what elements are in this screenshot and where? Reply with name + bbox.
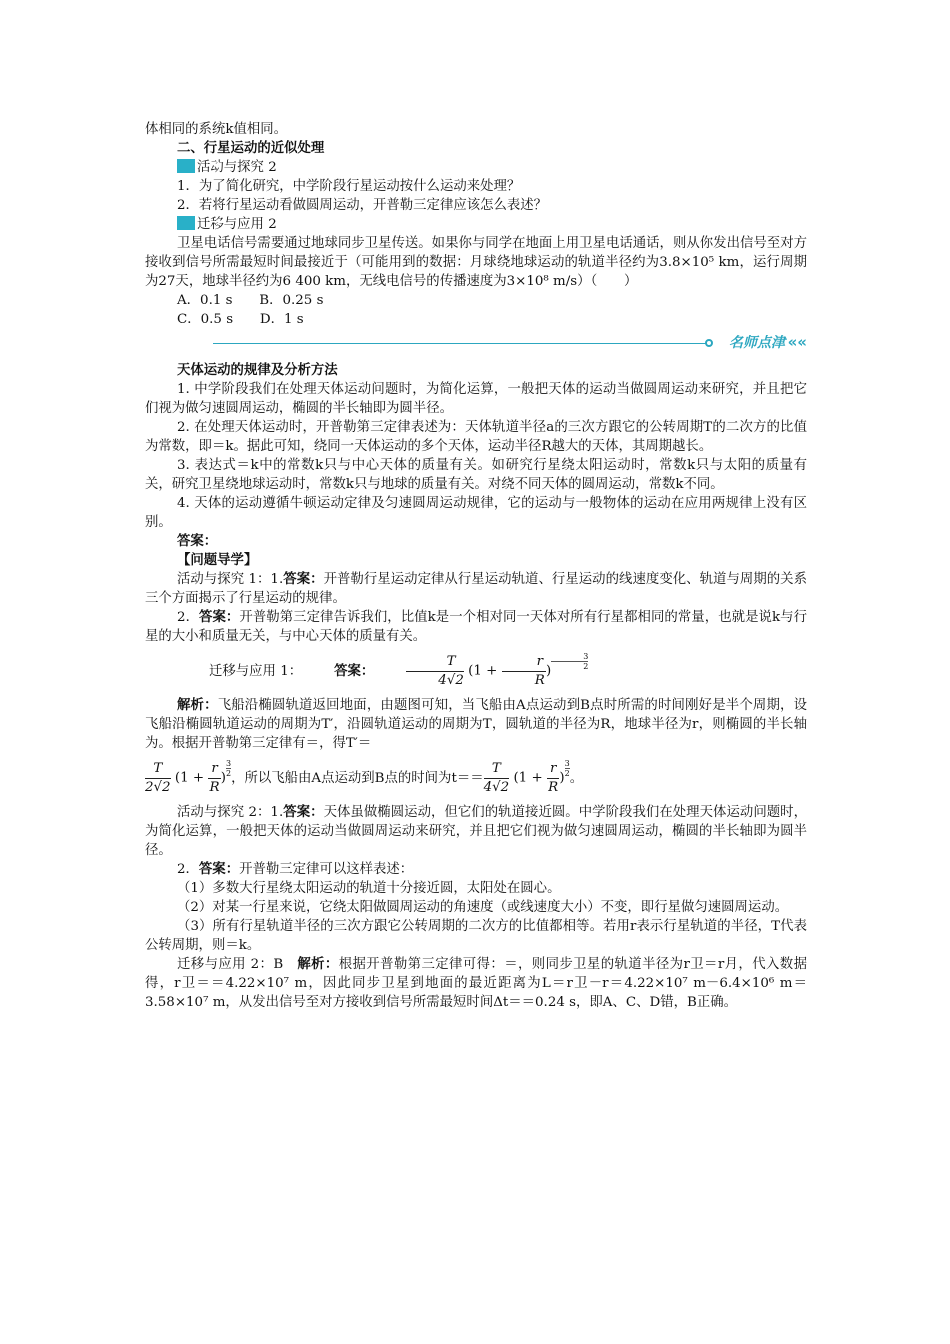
document-page [145,120,807,1012]
activity2-item-1: （1）多数大行星绕太阳运动的轨道十分接近圆，太阳处在圆心。 [177,881,561,896]
tips-heading: 天体运动的规律及分析方法 [177,363,338,378]
tip-2: 2. 在处理天体运动时，开普勒第三定律表述为：天体轨道半径a的三次方跟它的公转周期T的二次方的比值为常数，即＝k。据此可知，绕同一天体运动的多个天体，运动半径R越大的天体，其周期越长。 [145,420,807,454]
double-chevron-icon: «« [787,333,807,351]
activity-tag: →活动与探究 2 [145,158,807,177]
tip-4: 4. 天体的运动遵循牛顿运动定律及匀速圆周运动规律，它的运动与一般物体的运动在应用两规律上没有区别。 [145,496,807,530]
activity2-answer-2: 2．答案：开普勒三定律可以这样表述： [177,862,414,877]
top-line: 体相同的系统k值相同。 [145,122,288,137]
formula-3: $\frac{T}{4√2}$ (1 + $\frac{r}{R}$ ) $\frac{3}{2}$ [483,759,570,795]
banner-line [213,343,707,344]
arrow-tag-icon [177,216,195,230]
options-row-1: A．0.1 s B．0.25 s [177,293,324,308]
answers-heading: 答案： [177,534,218,549]
transfer2-analysis: 迁移与应用 2：B 解析：根据开普勒第三定律可得：＝，则同步卫星的轨道半径为r卫＝r月，代入数据得，r卫＝＝4.22×10⁷ m，因此同步卫星到地面的最近距离为L＝r卫－r＝4.22×10⁷ m－6.4×10⁶ m＝3.58×10⁷ m，从发出信号至对方接收到信号所需最短时间Δt＝＝0.24 s，即A、C、D错，B正确。 [145,957,807,1010]
banner-dot-icon [705,339,713,347]
transfer-tag: →迁移与应用 2 [145,215,807,234]
activity1-answer-1: 活动与探究 1：1.答案：开普勒行星运动定律从行星运动轨道、行星运动的线速度变化、轨道与周期的关系三个方面揭示了行星运动的规律。 [145,572,808,606]
tips-banner [145,333,807,355]
transfer1-analysis: 解析：飞船沿椭圆轨道返回地面，由题图可知，当飞船由A点运动到B点时所需的时间刚好是半个周期，设飞船沿椭圆轨道运动的周期为T′，沿圆轨道运动的周期为T，圆轨道的半径为R，地球半径为r，则椭圆的半长轴为。根据开普勒第三定律有＝，得T′＝ [145,698,807,751]
transfer1-formula-line: $\frac{T}{2√2}$ (1 + $\frac{r}{R}$ ) $\frac{3}{2}$ ，所以飞船由A点运动到B点的时间为t＝＝ $\frac{T}{4√2}$ (1 + $\frac{r}{R}$ ) $\frac{3}{2}$ 。 [145,759,584,795]
question-2: 2．若将行星运动看做圆周运动，开普勒三定律应该怎么表述？ [177,198,548,213]
banner-label: 名师点津 [729,335,785,351]
tip-3: 3. 表达式＝k中的常数k只与中心天体的质量有关。如研究行星绕太阳运动时，常数k只与太阳的质量有关，研究卫星绕地球运动时，常数k只与地球的质量有关。对绕不同天体的圆周运动，常数k不同。 [145,458,807,492]
arrow-tag-icon [177,159,195,173]
options-row-2: C．0.5 s D．1 s [177,312,304,327]
formula-1: $\frac{T}{4√2}$ (1 + $\frac{r}{R}$ ) $\frac{3}{2}$ [374,652,588,689]
guide-heading: 【问题导学】 [177,553,258,568]
question-1: 1．为了简化研究，中学阶段行星运动按什么运动来处理？ [177,179,521,194]
activity2-item-3: （3）所有行星轨道半径的三次方跟它公转周期的二次方的比值都相等。若用r表示行星轨道的半径，T代表公转周期，则＝k。 [145,919,807,953]
section-heading: 二、行星运动的近似处理 [177,141,325,156]
activity1-answer-2: 2．答案：开普勒第三定律告诉我们，比值k是一个相对同一天体对所有行星都相同的常量，也就是说k与行星的大小和质量无关，与中心天体的质量有关。 [145,610,807,644]
formula-2: $\frac{T}{2√2}$ (1 + $\frac{r}{R}$ ) $\frac{3}{2}$ [145,759,232,795]
activity2-item-2: （2）对某一行星来说，它绕太阳做圆周运动的角速度（或线速度大小）不变，即行星做匀速圆周运动。 [177,900,789,915]
transfer1-answer: 迁移与应用 1： 答案： $\frac{T}{4√2}$ (1 + $\frac{r}{R}$ ) $\frac{3}{2}$ [209,652,589,688]
transfer-problem: 卫星电话信号需要通过地球同步卫星传送。如果你与同学在地面上用卫星电话通话，则从你发出信号至对方接收到信号所需最短时间最接近于（可能用到的数据：月球绕地球运动的轨道半径约为3.8×10⁵ km，运行周期为27天，地球半径约为6 400 km，无线电信号的传播速度为3×10⁸ m/s）（ ） [145,236,807,289]
activity2-answer-1: 活动与探究 2：1.答案：天体虽做椭圆运动，但它们的轨道接近圆。中学阶段我们在处理天体运动问题时，为简化运算，一般把天体的运动当做圆周运动来研究，并且把它们视为做匀速圆周运动，椭圆的半长轴即为圆半径。 [145,805,808,858]
tip-1: 1. 中学阶段我们在处理天体运动问题时，为简化运算，一般把天体的运动当做圆周运动来研究，并且把它们视为做匀速圆周运动，椭圆的半长轴即为圆半径。 [145,382,807,416]
